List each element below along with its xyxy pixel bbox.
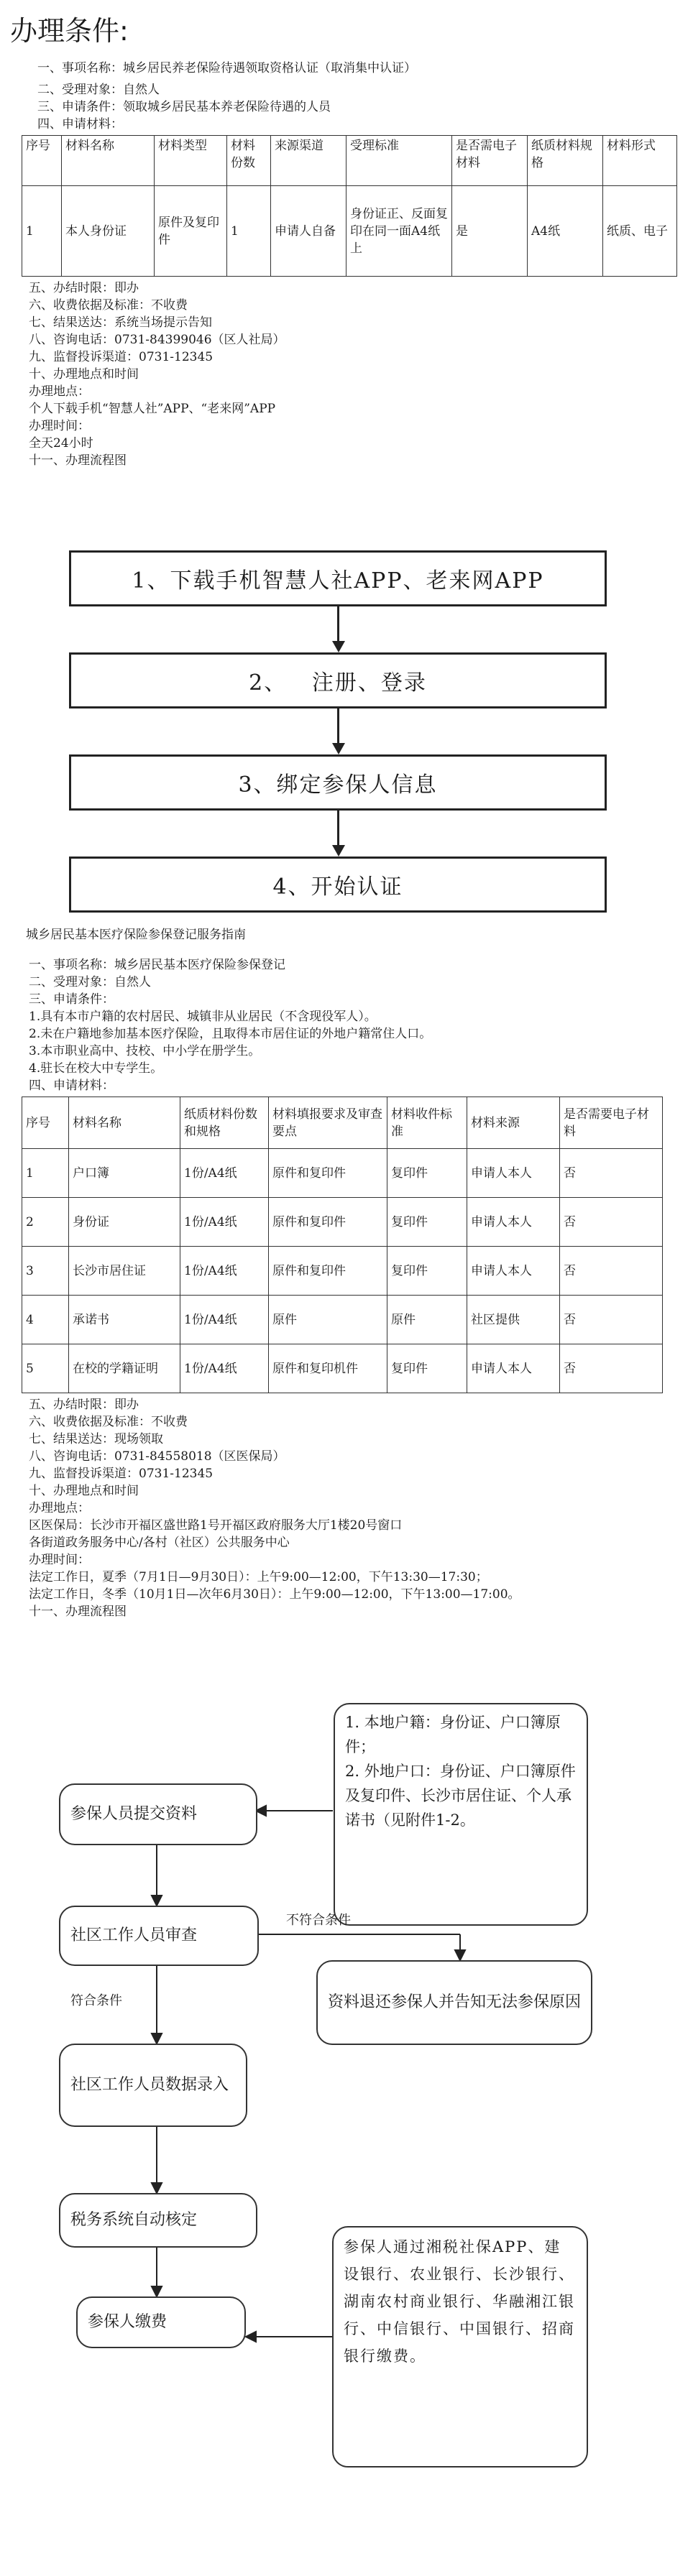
s1-item-condition: 三、申请条件：领取城乡居民基本养老保险待遇的人员 xyxy=(37,100,331,114)
table-cell: 1份/A4纸 xyxy=(180,1198,269,1247)
table-cell: 1份/A4纸 xyxy=(180,1247,269,1296)
table-header: 纸质材料份数和规格 xyxy=(180,1097,269,1149)
table-cell: 复印件 xyxy=(387,1149,467,1198)
table-cell: 身份证正、反面复印在同一面A4纸上 xyxy=(346,186,452,277)
s2-result: 七、结果送达：现场领取 xyxy=(29,1432,163,1446)
s2-hours-label: 办理时间： xyxy=(29,1553,90,1567)
table-cell: 否 xyxy=(560,1149,663,1198)
table-cell: 原件 xyxy=(387,1296,467,1344)
ok-label: 符合条件 xyxy=(70,1993,122,2008)
table-cell: 1 xyxy=(22,186,62,277)
table-cell: 申请人本人 xyxy=(467,1344,560,1393)
table-header: 来源渠道 xyxy=(271,136,346,186)
s1-place-time: 十、办理地点和时间 xyxy=(29,367,139,382)
table-cell: 社区提供 xyxy=(467,1296,560,1344)
table-header: 受理标准 xyxy=(346,136,452,186)
s1-fee: 六、收费依据及标准：不收费 xyxy=(29,298,188,313)
table-cell: 4 xyxy=(22,1296,69,1344)
table-cell: 复印件 xyxy=(387,1198,467,1247)
table-cell: 原件和复印件 xyxy=(269,1247,387,1296)
table-cell: 申请人本人 xyxy=(467,1149,560,1198)
table-cell: 户口簿 xyxy=(69,1149,180,1198)
flow-step-bind: 3、绑定参保人信息 xyxy=(69,754,607,811)
table-header: 材料收件标准 xyxy=(387,1097,467,1149)
s1-hours: 全天24小时 xyxy=(29,436,93,451)
table-cell: 3 xyxy=(22,1247,69,1296)
table-cell: 在校的学籍证明 xyxy=(69,1344,180,1393)
not-ok-label: 不符合条件 xyxy=(286,1913,351,1928)
table-header: 是否需电子材料 xyxy=(452,136,528,186)
table-cell: 1份/A4纸 xyxy=(180,1344,269,1393)
s1-place: 个人下载手机“智慧人社”APP、“老来网”APP xyxy=(29,402,276,416)
s1-flow-title: 十一、办理流程图 xyxy=(29,453,127,468)
s2-condition-2: 2.未在户籍地参加基本医疗保险，且取得本市居住证的外地户籍常住人口。 xyxy=(29,1027,432,1041)
table-cell: 否 xyxy=(560,1247,663,1296)
s1-item-name: 一、事项名称：城乡居民养老保险待遇领取资格认证（取消集中认证） xyxy=(37,61,416,75)
s2-place-2: 各街道政务服务中心/各村（社区）公共服务中心 xyxy=(29,1536,290,1550)
s1-item-target: 二、受理对象：自然人 xyxy=(37,83,160,97)
table-cell: 承诺书 xyxy=(69,1296,180,1344)
arrowhead xyxy=(152,2033,162,2044)
table-cell: 1 xyxy=(22,1149,69,1198)
arrowhead xyxy=(246,2332,256,2342)
s1-result: 七、结果送达：系统当场提示告知 xyxy=(29,315,212,330)
table-cell: 原件 xyxy=(269,1296,387,1344)
table-cell: 复印件 xyxy=(387,1247,467,1296)
arrowhead xyxy=(152,2183,162,2193)
arrowhead xyxy=(152,2286,162,2296)
table-cell: 身份证 xyxy=(69,1198,180,1247)
page-title: 办理条件: xyxy=(10,15,129,47)
s2-flow-title: 十一、办理流程图 xyxy=(29,1605,127,1619)
pay-channels-box: 参保人通过湘税社保APP、建设银行、农业银行、长沙银行、湖南农村商业银行、华融湘江银行、中信银行、中国银行、招商银行缴费。 xyxy=(332,2226,588,2467)
s2-phone: 八、咨询电话：0731-84558018（区医保局） xyxy=(29,1449,285,1464)
s2-time-limit: 五、办结时限：即办 xyxy=(29,1398,139,1412)
table-cell: 申请人自备 xyxy=(271,186,346,277)
table-cell: 5 xyxy=(22,1344,69,1393)
table-header: 序号 xyxy=(22,136,62,186)
s2-item-name: 一、事项名称：城乡居民基本医疗保险参保登记 xyxy=(29,958,285,972)
flow-pay-box: 参保人缴费 xyxy=(76,2296,246,2348)
s2-item-target: 二、受理对象：自然人 xyxy=(29,975,151,989)
table-header: 材料名称 xyxy=(69,1097,180,1149)
arrowhead xyxy=(152,1896,162,1906)
table-cell: 否 xyxy=(560,1344,663,1393)
flow-review-box: 社区工作人员审查 xyxy=(59,1906,259,1966)
table-header: 材料份数 xyxy=(227,136,271,186)
s1-time-limit: 五、办结时限：即办 xyxy=(29,281,139,295)
table-cell: 原件和复印机件 xyxy=(269,1344,387,1393)
s2-heading: 城乡居民基本医疗保险参保登记服务指南 xyxy=(26,928,246,942)
table-header: 材料来源 xyxy=(467,1097,560,1149)
table-header: 材料形式 xyxy=(603,136,677,186)
s1-hours-label: 办理时间： xyxy=(29,419,90,433)
table-cell: 1 xyxy=(227,186,271,277)
s2-condition-1: 1.具有本市户籍的农村居民、城镇非从业居民（不含现役军人）。 xyxy=(29,1010,377,1024)
flow-step-register: 2、 注册、登录 xyxy=(69,652,607,708)
table-cell: 本人身份证 xyxy=(62,186,155,277)
s1-item-materials: 四、申请材料： xyxy=(37,117,123,131)
table-cell: 原件和复印件 xyxy=(269,1149,387,1198)
arrowhead xyxy=(455,1950,465,1960)
table-header: 序号 xyxy=(22,1097,69,1149)
materials-local: 1. 本地户籍：身份证、户口簿原件； xyxy=(345,1714,561,1755)
arrowhead xyxy=(256,1806,266,1816)
table-cell: 是 xyxy=(452,186,528,277)
flow-step-download: 1、下载手机智慧人社APP、老来网APP xyxy=(69,550,607,606)
s1-place-label: 办理地点： xyxy=(29,384,90,399)
flow-entry-box: 社区工作人员数据录入 xyxy=(59,2044,247,2127)
table-cell: 纸质、电子 xyxy=(603,186,677,277)
s2-item-materials: 四、申请材料： xyxy=(29,1079,114,1093)
flow-verify-box: 税务系统自动核定 xyxy=(59,2193,257,2248)
s2-condition-3: 3.本市职业高中、技校、中小学在册学生。 xyxy=(29,1044,261,1058)
s1-phone: 八、咨询电话：0731-84399046（区人社局） xyxy=(29,333,285,347)
table-cell: 长沙市居住证 xyxy=(69,1247,180,1296)
table-header: 材料名称 xyxy=(62,136,155,186)
table-header: 是否需要电子材料 xyxy=(560,1097,663,1149)
s2-condition-4: 4.驻长在校大中专学生。 xyxy=(29,1061,163,1076)
flow-reject-box: 资料退还参保人并告知无法参保原因 xyxy=(316,1960,592,2045)
table-cell: 否 xyxy=(560,1198,663,1247)
table-cell: 原件及复印件 xyxy=(155,186,227,277)
flow-submit-box: 参保人员提交资料 xyxy=(59,1783,257,1845)
s2-complaint: 九、监督投诉渠道：0731-12345 xyxy=(29,1467,214,1481)
flow-step-certify: 4、开始认证 xyxy=(69,857,607,913)
s2-hours-winter: 法定工作日，冬季（10月1日—次年6月30日）：上午9:00—12:00，下午13:00—17:00。 xyxy=(29,1587,520,1602)
table-cell: 申请人本人 xyxy=(467,1247,560,1296)
table-cell: 申请人本人 xyxy=(467,1198,560,1247)
materials-note-box xyxy=(334,1703,588,1926)
table-cell: 1份/A4纸 xyxy=(180,1149,269,1198)
s2-hours-summer: 法定工作日，夏季（7月1日—9月30日）：上午9:00—12:00，下午13:30—17:30； xyxy=(29,1570,488,1584)
s2-place-time: 十、办理地点和时间 xyxy=(29,1484,139,1498)
table-cell: 否 xyxy=(560,1296,663,1344)
s2-place-1: 区医保局：长沙市开福区盛世路1号开福区政府服务大厅1楼20号窗口 xyxy=(29,1518,403,1533)
materials-nonlocal: 2. 外地户口：身份证、户口簿原件及复印件、长沙市居住证、个人承诺书（见附件1-2。 xyxy=(345,1763,576,1829)
table-cell: A4纸 xyxy=(528,186,603,277)
s1-complaint: 九、监督投诉渠道：0731-12345 xyxy=(29,350,214,364)
table-header: 材料填报要求及审查要点 xyxy=(269,1097,387,1149)
table-cell: 2 xyxy=(22,1198,69,1247)
table-cell: 原件和复印件 xyxy=(269,1198,387,1247)
s2-fee: 六、收费依据及标准：不收费 xyxy=(29,1415,188,1429)
table-header: 纸质材料规格 xyxy=(528,136,603,186)
table-header: 材料类型 xyxy=(155,136,227,186)
s2-item-condition: 三、申请条件： xyxy=(29,992,114,1007)
s2-place-label: 办理地点： xyxy=(29,1501,90,1515)
table-cell: 1份/A4纸 xyxy=(180,1296,269,1344)
table-cell: 复印件 xyxy=(387,1344,467,1393)
